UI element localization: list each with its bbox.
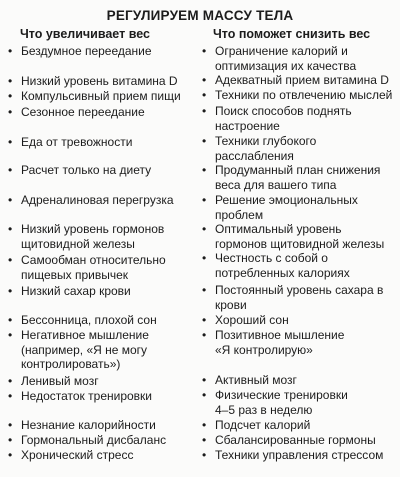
bullet-icon: • (8, 418, 13, 432)
bullet-icon: • (202, 222, 207, 236)
bullet-icon: • (202, 88, 207, 102)
bullet-icon: • (202, 193, 207, 207)
right-item (202, 44, 356, 73)
right-item-text: Оптимальный уровень гормонов щитовидной железы (215, 222, 385, 251)
left-item-text: Низкий уровень гормонов щитовидной железы (21, 222, 165, 251)
bullet-icon: • (8, 89, 13, 103)
bullet-icon: • (8, 253, 13, 267)
left-item-text: Недостаток тренировки (21, 389, 152, 403)
bullet-icon: • (8, 433, 13, 447)
bullet-icon: • (8, 389, 13, 403)
left-item (8, 313, 157, 328)
left-item-text: Бессонница, плохой сон (21, 313, 157, 327)
bullet-icon: • (202, 313, 207, 327)
right-item-text: Физические тренировки 4–5 раз в неделю (215, 388, 348, 417)
right-item (202, 313, 289, 328)
bullet-icon: • (8, 374, 13, 388)
right-item-text: Ограничение калорий и оптимизация их качества (215, 44, 357, 73)
left-item (8, 374, 99, 389)
bullet-icon: • (202, 251, 207, 265)
left-item-text: Незнание калорийности (21, 418, 156, 432)
right-item (202, 388, 348, 417)
right-item (202, 222, 384, 251)
right-item (202, 134, 316, 163)
bullet-icon: • (202, 373, 207, 387)
left-item (8, 389, 152, 404)
left-item-text: Низкий уровень витамина D (21, 74, 178, 88)
bullet-icon: • (8, 105, 13, 119)
right-item (202, 418, 310, 433)
left-item (8, 193, 174, 208)
left-item (8, 418, 156, 433)
bullet-icon: • (202, 44, 207, 58)
left-item-text: Низкий сахар крови (21, 284, 131, 298)
bullet-icon: • (202, 433, 207, 447)
right-item (202, 73, 389, 88)
left-item (8, 222, 164, 251)
bullet-icon: • (202, 328, 207, 342)
bullet-icon: • (8, 284, 13, 298)
right-item-text: Позитивное мышление «Я контролирую» (215, 328, 345, 357)
left-item-text: Негативное мышление (например, «Я не могу контролировать») (21, 328, 149, 371)
bullet-icon: • (202, 104, 207, 118)
left-item-text: Еда от тревожности (21, 135, 133, 149)
left-item-text: Сезонное переедание (21, 105, 145, 119)
bullet-icon: • (8, 193, 13, 207)
left-item (8, 448, 133, 463)
right-item-text: Подсчет калорий (215, 418, 311, 432)
left-item-text: Хронический стресс (21, 448, 134, 462)
right-item-text: Хороший сон (215, 313, 289, 327)
bullet-icon: • (8, 222, 13, 236)
right-item (202, 163, 380, 192)
right-item (202, 251, 350, 280)
right-item-text: Активный мозг (215, 373, 297, 387)
bullet-icon: • (202, 134, 207, 148)
bullet-icon: • (8, 44, 13, 58)
left-item (8, 163, 151, 178)
left-item-text: Самообман относительно пищевых привычек (21, 253, 166, 282)
left-item (8, 433, 166, 448)
right-item-text: Поиск способов поднять настроение (215, 104, 352, 133)
right-item (202, 104, 352, 133)
left-item (8, 44, 152, 59)
left-item (8, 284, 131, 299)
bullet-icon: • (202, 73, 207, 87)
left-item (8, 74, 178, 89)
left-column-header: Что увеличивает вес (20, 27, 150, 41)
left-item (8, 135, 132, 150)
right-item-text: Адекватный прием витамина D (215, 73, 389, 87)
right-item (202, 373, 297, 388)
left-item-text: Адреналиновая перегрузка (21, 193, 174, 207)
bullet-icon: • (8, 74, 13, 88)
left-item-text: Гормональный дисбаланс (21, 433, 167, 447)
left-item-text: Ленивый мозг (21, 374, 99, 388)
left-item (8, 253, 166, 282)
right-item (202, 88, 392, 103)
right-item-text: Сбалансированные гормоны (215, 433, 376, 447)
page-title: РЕГУЛИРУЕМ МАССУ ТЕЛА (106, 8, 294, 23)
bullet-icon: • (202, 418, 207, 432)
right-item-text: Честность с собой о потребленных калориях (215, 251, 350, 280)
right-item-text: Техники по отвлечению мыслей (215, 88, 393, 102)
bullet-icon: • (202, 163, 207, 177)
bullet-icon: • (202, 283, 207, 297)
left-item-text: Расчет только на диету (21, 163, 152, 177)
left-item-text: Бездумное переедание (21, 44, 152, 58)
bullet-icon: • (8, 328, 13, 342)
right-item (202, 283, 383, 312)
right-item-text: Техники глубокого расслабления (215, 134, 317, 163)
bullet-icon: • (8, 448, 13, 462)
bullet-icon: • (202, 388, 207, 402)
right-item-text: Постоянный уровень сахара в крови (215, 283, 384, 312)
right-item-text: Решение эмоциональных проблем (215, 193, 358, 222)
right-item-text: Продуманный план снижения веса для вашего типа (215, 163, 381, 192)
left-item (8, 89, 181, 104)
left-item (8, 105, 145, 120)
right-column-header: Что поможет снизить вес (213, 27, 371, 41)
bullet-icon: • (8, 135, 13, 149)
right-item (202, 328, 344, 357)
right-item (202, 433, 376, 448)
left-item-text: Компульсивный прием пищи (21, 89, 181, 103)
left-item (8, 328, 149, 372)
right-item (202, 448, 383, 463)
right-item (202, 193, 358, 222)
bullet-icon: • (8, 163, 13, 177)
bullet-icon: • (8, 313, 13, 327)
bullet-icon: • (202, 448, 207, 462)
right-item-text: Техники управления стрессом (215, 448, 384, 462)
